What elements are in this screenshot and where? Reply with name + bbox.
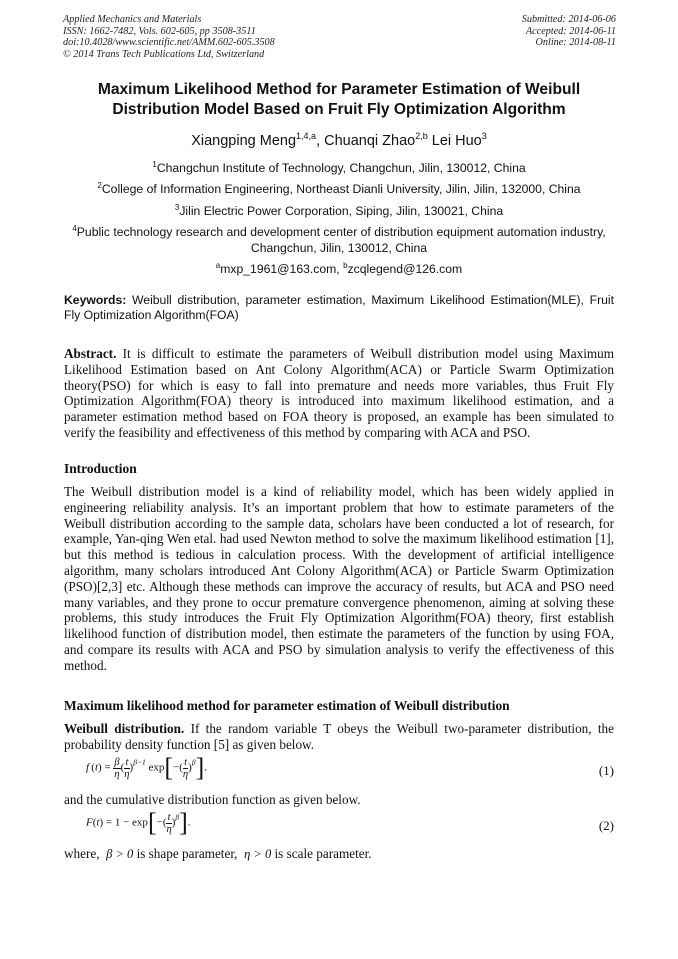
section-heading-mle: Maximum likelihood method for parameter estimation of Weibull distribution — [64, 698, 510, 713]
journal-header-right — [522, 14, 616, 49]
cdf-intro-text: and the cumulative distribution function as given below. — [64, 792, 361, 807]
affiliation-sup: 4 — [72, 224, 77, 233]
equation-pdf: f (t) = $\frac{\beta}{\eta}$ ( $\frac{t}{\eta}$ )$^{\beta-1}$ exp[−( $\frac{t}{\eta}$ )$^\beta$]. — [86, 753, 207, 782]
where-text: where, — [64, 846, 100, 861]
beta-condition: β > 0 — [106, 847, 134, 861]
affiliation-text: Jilin Electric Power Corporation, Siping, Jilin, 130021, China — [179, 204, 504, 219]
affiliation-3 — [40, 200, 638, 219]
journal-issn: ISSN: 1662-7482, Vols. 602-605, pp 3508-3511 — [63, 25, 256, 37]
author-name: Chuanqi Zhao — [324, 132, 416, 149]
beta-description: is shape parameter, — [133, 846, 238, 861]
affiliation-sup: 1 — [152, 160, 157, 169]
introduction-paragraph: The Weibull distribution model is a kind of reliability model, which has been widely applied in engineering reliability analysis. It’s an important problem that how to estimate parameters of the Weibull distribution according to the sample data, scholars have been conducted a lot of research, for example, Yan-qing Wen etal. had used Newton method to solve the maximum likelihood estimation [1], but this method is tedious in calculation process. With the development of artificial intelligence algorithm, many scholars introduced Ant Colony Algorithm(ACA) or Particle Swarm Optimization (PSO)[2,3] etc. Although these methods can improve the accuracy of results, but ACA and PSO need many variables, and they prone to occur premature convergence phenomenon, aiming at solving these problems, this study introduces the Fruit Fly Optimization Algorithm(FOA) theory, first establish likelihood function of distribution model, then estimate the parameters of the function by using FOA, and compare its results with ACA and PSO by simulation analysis to verify the effectiveness of this method. — [64, 484, 614, 673]
journal-header-left — [63, 14, 275, 60]
affiliation-4 — [40, 221, 638, 256]
affiliation-text: College of Information Engineering, Northeast Dianli University, Jilin, Jilin, 132000, China — [101, 182, 581, 197]
author-name: Xiangping Meng — [191, 132, 297, 149]
email-sup: b — [343, 261, 348, 270]
abstract-text: It is difficult to estimate the parameters of Weibull distribution model using Maximum Likelihood Estimation based on Ant Colony Algorithm(ACA) or Particle Swarm Optimization theory(PSO) for which is easy to fall into premature and needs more variables, thus Fruit Fly Optimization Algorithm(FOA) theory is introduced into maximum likelihood estimation, and a parameter estimation method based on FOA theory is proposed, an example has been simulated to verify the feasibility and effectiveness of this method by comparing with ACA and PSO. — [64, 346, 614, 440]
eta-description: is scale parameter. — [271, 846, 372, 861]
author-sup: 2,b — [415, 131, 428, 141]
equation-number-1: (1) — [598, 763, 614, 778]
equation-cdf: F(t) = 1 − exp[−( $\frac{t}{\eta}$ )$^\beta$]. — [86, 808, 191, 837]
keywords-text: Weibull distribution, parameter estimation, Maximum Likelihood Estimation(MLE), Fruit Fly Optimization Algorithm(FOA) — [64, 293, 614, 322]
affiliation-2 — [40, 178, 638, 197]
affiliation-text-line2: Changchun, Jilin, 130012, China — [250, 241, 428, 256]
abstract-label: Abstract. — [64, 346, 117, 361]
email-a: mxp_1961@163.com, — [220, 262, 344, 277]
paper-title — [40, 80, 638, 120]
affiliation-text: Changchun Institute of Technology, Changchun, Jilin, 130012, China — [156, 161, 526, 176]
affiliation-sup: 2 — [97, 181, 102, 190]
email-b: zcqlegend@126.com — [347, 262, 463, 277]
weibull-text: If the random variable T obeys the Weibull two-parameter distribution, the probability density function [5] as given below. — [64, 721, 614, 752]
author-sup: 3 — [481, 131, 487, 141]
section-heading-introduction: Introduction — [64, 461, 137, 476]
author-emails — [40, 258, 638, 277]
journal-copyright: © 2014 Trans Tech Publications Ltd, Switzerland — [63, 48, 265, 60]
affiliation-1 — [40, 157, 638, 176]
journal-name: Applied Mechanics and Materials — [63, 14, 202, 25]
author-sup: 1,4,a — [296, 131, 317, 141]
weibull-label: Weibull distribution. — [64, 721, 185, 736]
accepted-date: Accepted: 2014-06-11 — [525, 25, 616, 37]
submitted-date: Submitted: 2014-06-06 — [521, 14, 616, 25]
affiliation-sup: 3 — [174, 203, 180, 212]
title-line-2: Distribution Model Based on Fruit Fly Optimization Algorithm — [112, 101, 566, 118]
keywords-label: Keywords: — [64, 293, 127, 307]
keywords — [64, 293, 614, 323]
title-line-1: Maximum Likelihood Method for Parameter Estimation of Weibull — [97, 81, 581, 98]
eta-condition: η > 0 — [244, 847, 272, 861]
online-date: Online: 2014-08-11 — [535, 37, 616, 48]
email-sup: a — [215, 261, 221, 270]
equation-number-2: (2) — [598, 818, 614, 833]
parameter-description — [64, 846, 614, 863]
affiliation-text: Public technology research and development center of distribution equipment automation industry, — [76, 225, 606, 240]
journal-doi: doi:10.4028/www.scientific.net/AMM.602-605.3508 — [63, 37, 275, 48]
author-name: Lei Huo — [431, 132, 482, 149]
weibull-paragraph — [64, 721, 614, 753]
author-list: Xiangping Meng$^{1,4,a}$, Chuanqi Zhao$^{2,b}$ Lei Huo$^3$ — [191, 131, 487, 149]
abstract — [64, 346, 614, 441]
